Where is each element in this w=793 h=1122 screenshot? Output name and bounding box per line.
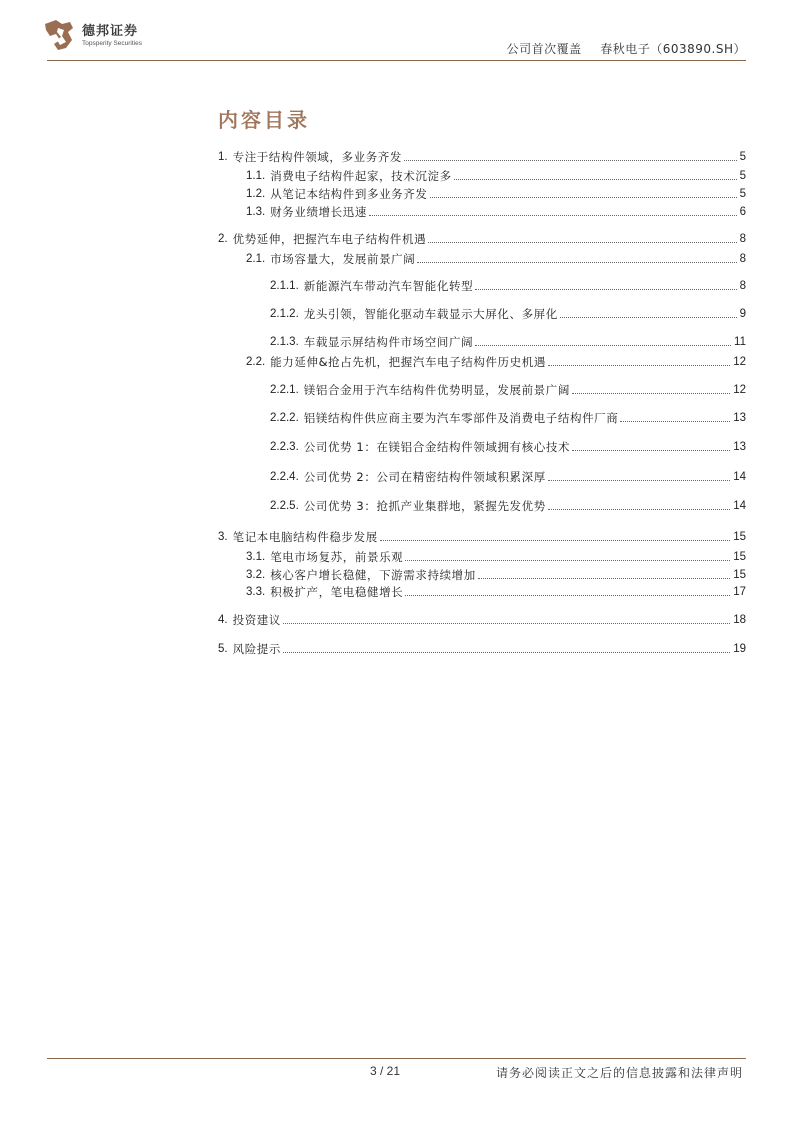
toc-entry-number: 2.2.5. xyxy=(270,500,299,512)
toc-entry-number: 2.1.1. xyxy=(270,280,299,292)
toc-entry[interactable] xyxy=(218,640,746,656)
toc-entry-number: 2.1.3. xyxy=(270,336,299,348)
toc-leader xyxy=(405,560,730,561)
toc-leader xyxy=(572,393,730,394)
toc-entry-text: 优势延伸，把握汽车电子结构件机遇 xyxy=(232,232,427,246)
toc-entry-page: 5 xyxy=(739,170,746,182)
toc-entry-page: 14 xyxy=(733,500,746,512)
toc-entry[interactable] xyxy=(246,353,746,369)
toc-entry-page: 11 xyxy=(734,336,746,348)
toc-entry-number: 4. xyxy=(218,614,228,626)
toc-entry-page: 6 xyxy=(739,206,746,218)
toc-leader xyxy=(380,540,730,541)
toc-entry-text: 积极扩产，笔电稳健增长 xyxy=(270,585,404,599)
toc-title: 内容目录 xyxy=(218,108,310,132)
toc-entry-page: 8 xyxy=(739,233,746,245)
toc-entry-page: 15 xyxy=(733,569,746,581)
toc-entry-page: 14 xyxy=(733,471,746,483)
toc-entry[interactable] xyxy=(218,230,746,246)
toc-leader xyxy=(548,509,730,510)
toc-entry[interactable] xyxy=(270,381,746,397)
toc-entry[interactable] xyxy=(218,611,746,627)
toc-entry-text: 公司优势 1：在镁铝合金结构件领域拥有核心技术 xyxy=(303,440,571,454)
toc-entry-page: 15 xyxy=(733,551,746,563)
toc-entry-page: 13 xyxy=(733,441,746,453)
toc-entry[interactable] xyxy=(246,548,746,564)
toc-entry[interactable] xyxy=(246,250,746,266)
toc-entry[interactable] xyxy=(246,203,746,219)
toc-entry-text: 风险提示 xyxy=(232,642,281,656)
toc-entry[interactable] xyxy=(246,583,746,599)
toc-entry-text: 核心客户增长稳健，下游需求持续增加 xyxy=(270,568,476,582)
toc-entry-number: 3.3. xyxy=(246,586,266,598)
toc-entry-text: 龙头引领，智能化驱动车载显示大屏化、多屏化 xyxy=(303,307,558,321)
toc-leader xyxy=(620,421,730,422)
toc-entry-number: 1.3. xyxy=(246,206,266,218)
toc-entry-text: 笔电市场复苏，前景乐观 xyxy=(270,550,404,564)
toc-entry-page: 17 xyxy=(733,586,746,598)
toc-entry[interactable] xyxy=(270,438,746,454)
toc-entry-page: 19 xyxy=(733,643,746,655)
report-type: 公司首次覆盖 xyxy=(506,42,582,56)
toc-entry-page: 8 xyxy=(739,280,746,292)
toc-leader xyxy=(369,215,737,216)
toc-entry-text: 专注于结构件领域，多业务齐发 xyxy=(232,150,402,164)
toc-entry-number: 2.2.2. xyxy=(270,412,299,424)
toc-entry-text: 铝镁结构件供应商主要为汽车零部件及消费电子结构件厂商 xyxy=(303,411,619,425)
toc-entry-number: 2.2. xyxy=(246,356,266,368)
footer-divider xyxy=(47,1058,746,1059)
legal-disclaimer: 请务必阅读正文之后的信息披露和法律声明 xyxy=(495,1066,743,1080)
toc-entry-number: 5. xyxy=(218,643,228,655)
toc-entry-number: 3. xyxy=(218,531,228,543)
toc-entry[interactable] xyxy=(270,468,746,484)
toc-entry-page: 13 xyxy=(733,412,746,424)
toc-entry-number: 2.2.1. xyxy=(270,384,299,396)
toc-entry-text: 公司优势 2：公司在精密结构件领域积累深厚 xyxy=(303,470,546,484)
page-header xyxy=(0,0,793,62)
toc-entry-text: 从笔记本结构件到多业务齐发 xyxy=(270,187,428,201)
toc-entry-number: 3.1. xyxy=(246,551,266,563)
toc-entry-number: 1. xyxy=(218,151,228,163)
toc-entry-text: 投资建议 xyxy=(232,613,281,627)
toc-entry[interactable] xyxy=(246,566,746,582)
toc-leader xyxy=(283,652,730,653)
toc-entry[interactable] xyxy=(270,409,746,425)
page-number: 3 / 21 xyxy=(370,1064,401,1078)
toc-entry-number: 2.1. xyxy=(246,253,266,265)
toc-entry-number: 1.1. xyxy=(246,170,266,182)
toc-entry-number: 2. xyxy=(218,233,228,245)
header-divider xyxy=(47,60,746,61)
toc-leader xyxy=(428,242,736,243)
brand-name-cn: 德邦证券 xyxy=(82,24,139,39)
toc-leader xyxy=(475,289,736,290)
toc-leader xyxy=(548,480,730,481)
toc-entry-page: 18 xyxy=(733,614,746,626)
toc-entry-page: 5 xyxy=(739,151,746,163)
toc-entry[interactable] xyxy=(270,277,746,293)
toc-entry-page: 12 xyxy=(733,384,746,396)
toc-leader xyxy=(572,450,730,451)
toc-entry-text: 笔记本电脑结构件稳步发展 xyxy=(232,530,378,544)
toc-entry[interactable] xyxy=(270,305,746,321)
toc-entry-text: 市场容量大，发展前景广阔 xyxy=(270,252,416,266)
toc-leader xyxy=(475,345,731,346)
toc-entry-text: 消费电子结构件起家，技术沉淀多 xyxy=(270,169,452,183)
toc-entry-page: 8 xyxy=(739,253,746,265)
toc-entry-number: 2.1.2. xyxy=(270,308,299,320)
toc-entry-page: 15 xyxy=(733,531,746,543)
company-name: 春秋电子（603890.SH） xyxy=(600,42,746,56)
toc-entry-text: 财务业绩增长迅速 xyxy=(270,205,367,219)
toc-entry-page: 12 xyxy=(733,356,746,368)
toc-entry-text: 镁铝合金用于汽车结构件优势明显，发展前景广阔 xyxy=(303,383,570,397)
toc-leader xyxy=(478,578,730,579)
toc-entry-page: 5 xyxy=(739,188,746,200)
toc-entry-page: 9 xyxy=(739,308,746,320)
toc-entry-number: 2.2.4. xyxy=(270,471,299,483)
toc-leader xyxy=(430,197,737,198)
toc-entry[interactable] xyxy=(218,528,746,544)
toc-entry[interactable] xyxy=(270,497,746,513)
toc-leader xyxy=(417,262,736,263)
toc-entry[interactable] xyxy=(270,333,746,349)
toc-leader xyxy=(283,623,730,624)
header-report-info xyxy=(507,40,746,57)
toc-entry-number: 1.2. xyxy=(246,188,266,200)
toc-leader xyxy=(404,160,737,161)
toc-entry-text: 新能源汽车带动汽车智能化转型 xyxy=(303,279,474,293)
toc-entry-text: 公司优势 3：抢抓产业集群地，紧握先发优势 xyxy=(303,499,546,513)
toc-entry-text: 车载显示屏结构件市场空间广阔 xyxy=(303,335,474,349)
toc-leader xyxy=(560,317,737,318)
company-logo-icon xyxy=(42,18,76,52)
toc-leader xyxy=(454,179,737,180)
toc-leader xyxy=(405,595,730,596)
toc-entry[interactable] xyxy=(246,185,746,201)
brand xyxy=(82,20,142,47)
toc-entry-number: 3.2. xyxy=(246,569,266,581)
toc-entry[interactable] xyxy=(218,148,746,164)
toc-leader xyxy=(548,365,730,366)
brand-name-en: Topsperity Securities xyxy=(82,40,142,47)
toc-entry-number: 2.2.3. xyxy=(270,441,299,453)
toc-entry[interactable] xyxy=(246,167,746,183)
toc-entry-text: 能力延伸&抢占先机，把握汽车电子结构件历史机遇 xyxy=(270,355,546,369)
